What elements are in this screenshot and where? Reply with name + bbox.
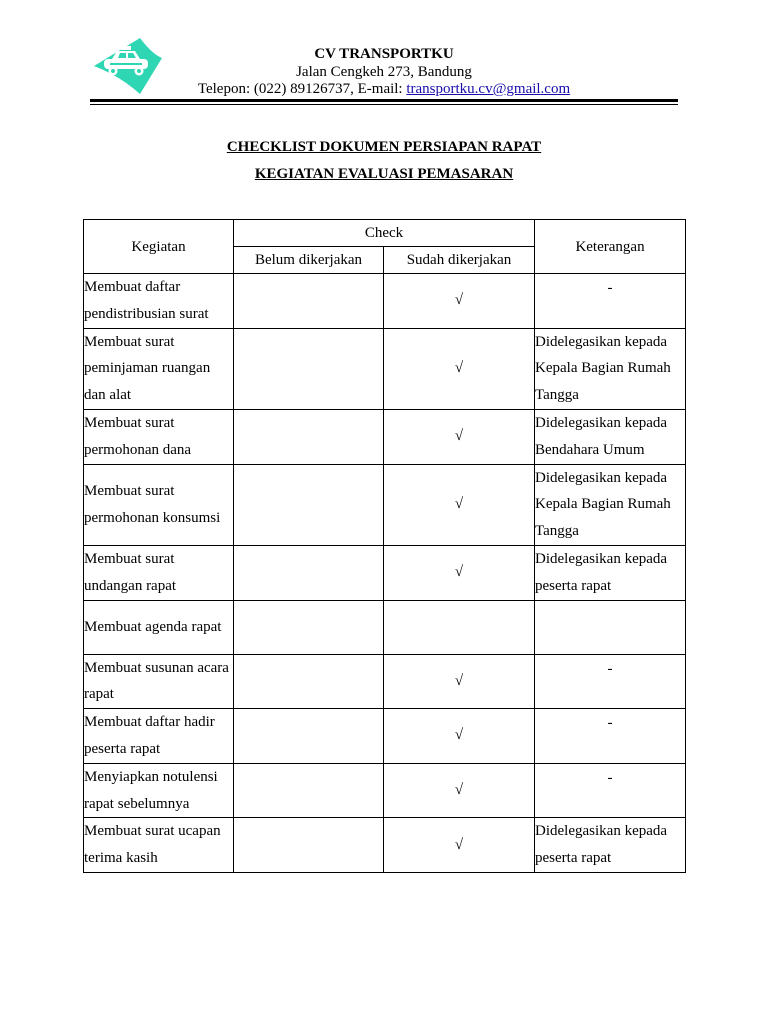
header-sudah: Sudah dikerjakan <box>384 247 535 274</box>
belum-cell <box>234 328 384 409</box>
note-cell: Didelegasikan kepada peserta rapat <box>535 545 686 600</box>
note-cell <box>535 600 686 654</box>
belum-cell <box>234 409 384 464</box>
belum-cell <box>234 654 384 709</box>
table-row <box>84 654 686 709</box>
activity-cell: Membuat surat peminjaman ruangan dan alat <box>84 328 234 409</box>
activity-cell: Membuat surat ucapan terima kasih <box>84 818 234 873</box>
belum-cell <box>234 274 384 329</box>
note-cell: - <box>535 654 686 709</box>
table-row <box>84 274 686 329</box>
company-contact <box>90 81 678 99</box>
checklist-table <box>83 219 686 873</box>
header-rule-thin <box>90 104 678 105</box>
activity-cell: Membuat daftar pendistribusian surat <box>84 274 234 329</box>
belum-cell <box>234 545 384 600</box>
letterhead <box>90 46 678 99</box>
note-cell: - <box>535 709 686 764</box>
header-kegiatan: Kegiatan <box>84 220 234 274</box>
table-row <box>84 545 686 600</box>
sudah-check-mark: √ <box>384 654 535 709</box>
belum-cell <box>234 600 384 654</box>
header-rule-thick <box>90 99 678 102</box>
note-cell: Didelegasikan kepada peserta rapat <box>535 818 686 873</box>
sudah-check-mark: √ <box>384 545 535 600</box>
sudah-check-mark: √ <box>384 274 535 329</box>
company-name: CV TRANSPORTKU <box>314 46 454 62</box>
note-cell: - <box>535 274 686 329</box>
activity-cell: Membuat surat permohonan konsumsi <box>84 464 234 545</box>
activity-cell: Membuat surat permohonan dana <box>84 409 234 464</box>
phone-text: Telepon: (022) 89126737, E-mail: <box>197 81 407 97</box>
sudah-check-mark: √ <box>384 409 535 464</box>
table-row <box>84 409 686 464</box>
activity-cell: Membuat daftar hadir peserta rapat <box>84 709 234 764</box>
sudah-check-mark: √ <box>384 709 535 764</box>
table-row <box>84 709 686 764</box>
table-row <box>84 600 686 654</box>
note-cell: Didelegasikan kepada Kepala Bagian Rumah Tangga <box>535 328 686 409</box>
document-title: CHECKLIST DOKUMEN PERSIAPAN RAPAT <box>226 139 542 155</box>
header-check: Check <box>234 220 535 247</box>
company-address: Jalan Cengkeh 273, Bandung <box>296 63 472 80</box>
sudah-check-mark: √ <box>384 763 535 818</box>
header-keterangan: Keterangan <box>535 220 686 274</box>
table-row <box>84 464 686 545</box>
email-link[interactable]: transportku.cv@gmail.com <box>406 81 571 97</box>
activity-cell: Membuat surat undangan rapat <box>84 545 234 600</box>
sudah-check-mark <box>384 600 535 654</box>
document-subtitle: KEGIATAN EVALUASI PEMASARAN <box>254 166 514 182</box>
activity-cell: Membuat agenda rapat <box>84 600 234 654</box>
belum-cell <box>234 709 384 764</box>
note-cell: - <box>535 763 686 818</box>
activity-cell: Menyiapkan notulensi rapat sebelumnya <box>84 763 234 818</box>
note-cell: Didelegasikan kepada Kepala Bagian Rumah Tangga <box>535 464 686 545</box>
sudah-check-mark: √ <box>384 818 535 873</box>
sudah-check-mark: √ <box>384 464 535 545</box>
belum-cell <box>234 464 384 545</box>
sudah-check-mark: √ <box>384 328 535 409</box>
table-row <box>84 763 686 818</box>
header-belum: Belum dikerjakan <box>234 247 384 274</box>
belum-cell <box>234 818 384 873</box>
activity-cell: Membuat susunan acara rapat <box>84 654 234 709</box>
table-row <box>84 328 686 409</box>
note-cell: Didelegasikan kepada Bendahara Umum <box>535 409 686 464</box>
belum-cell <box>234 763 384 818</box>
table-row <box>84 818 686 873</box>
